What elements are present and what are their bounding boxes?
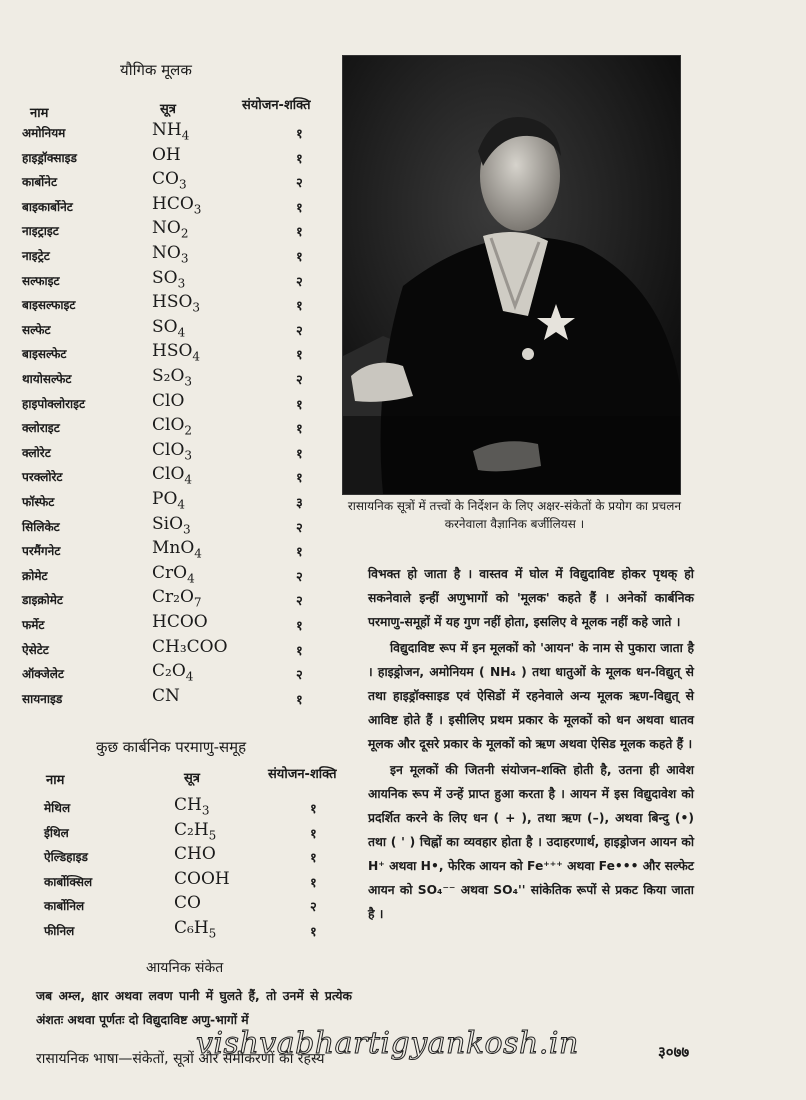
radical-name: बाइकार्बोनेट [22,199,73,214]
formula-main: CH [174,795,202,815]
radical-name: कार्बोक्सिल [44,874,93,889]
radical-formula [152,637,228,657]
radical-formula [152,317,185,339]
radical-name: ऐल्डिहाइड [44,850,88,864]
radical-formula [152,440,192,462]
formula-main: C₂H [174,819,209,840]
table2-header-name: नाम [46,773,65,788]
table2-header-valency: संयोजन-शक्ति [268,767,337,782]
left-paragraph: जब अम्ल, क्षार अथवा लवण पानी में घुलते हैं, तो उनमें से प्रत्येक अंशतः अथवा पूर्णतः दो विद्युदाविष्ट अणु-भागों में [36,989,352,1027]
radical-formula [152,218,188,240]
radical-valency: २ [296,274,303,290]
formula-main: ClO [152,464,185,485]
formula-main: ClO [152,439,185,460]
radical-name: थायोसल्फेट [22,372,72,386]
radical-valency: २ [296,668,303,684]
formula-subscript: 4 [184,472,193,487]
table1-header-valency: संयोजन-शक्ति [242,98,311,113]
formula-subscript: 5 [208,827,217,842]
radical-valency: २ [310,900,317,915]
formula-subscript: 4 [194,546,202,561]
radical-formula [152,661,193,683]
radical-formula [174,820,216,842]
radical-formula [152,145,181,165]
radical-formula [152,612,208,632]
radical-valency: १ [296,471,303,487]
table1-header-name: नाम [30,106,49,121]
formula-main: COOH [174,868,230,889]
formula-subscript: 3 [193,202,202,217]
radical-formula [152,194,201,216]
formula-main: SiO [152,513,184,534]
radical-name: क्लोराइट [22,421,60,436]
formula-main: OH [152,144,181,165]
formula-subscript: 3 [184,448,193,463]
radical-valency: १ [296,545,303,561]
radical-valency: १ [296,250,303,265]
radical-formula [152,489,185,511]
radical-name: हाइड्रॉक्साइड [22,150,77,165]
formula-subscript: 3 [192,300,201,315]
paragraph-1: विभक्त हो जाता है । वास्तव में घोल में विद्युदाविष्ट होकर पृथक् हो सकनेवाले इन्हीं अणुभागों को 'मूलक' कहते हैं । अनेकों कार्बनिक परमाणु-समूहों में यह गुण नहीं होता, इसलिए वे मूलक नहीं कहे जाते । [368,567,694,629]
formula-main: C₂O [152,661,186,682]
formula-main: SO [152,267,178,288]
radical-name: डाइक्रोमेट [22,593,63,608]
radical-name: सल्फेट [22,322,51,337]
radical-valency: १ [310,826,317,842]
formula-main: MnO [152,538,195,559]
formula-subscript: 4 [177,497,186,512]
radical-name: सिलिकेट [22,519,60,534]
radical-name: ऐसेटेट [22,642,49,657]
radical-name: परक्लोरेट [22,470,63,485]
table2-header-formula: सूत्र [184,771,200,786]
radical-name: सल्फाइट [22,273,60,288]
table1-title: यौगिक मूलक [120,61,192,79]
running-footer: रासायनिक भाषा—संकेतों, सूत्रों और समीकरणों का रहस्य [36,1051,325,1067]
radical-formula [152,292,200,314]
radical-formula [152,120,189,142]
formula-main: PO [152,489,178,509]
formula-main: CH₃COO [152,636,228,657]
formula-subscript: 3 [180,251,189,266]
formula-subscript: 3 [201,803,210,818]
radical-valency: २ [296,176,303,192]
radical-formula [152,415,192,437]
radical-valency: १ [296,422,303,438]
watermark: vishvabhartigyankosh.in [196,1026,579,1061]
radical-name: कार्बोनिल [44,899,85,913]
formula-main: NO [152,243,181,263]
radical-formula [152,268,185,290]
radical-valency: १ [296,348,303,364]
radical-name: फर्मेट [22,618,45,632]
radical-name: बाइसल्फाइट [22,298,76,313]
radical-formula [152,686,180,706]
radical-name: क्लोरेट [22,445,51,460]
radical-valency: १ [296,692,303,708]
radical-valency: १ [310,875,317,891]
radical-name: नाइट्रेट [22,249,50,263]
radical-formula [152,514,191,536]
radical-valency: २ [296,323,303,339]
radical-valency: १ [296,299,303,315]
radical-name: क्रोमेट [22,568,48,583]
radical-valency: १ [310,924,317,940]
formula-subscript: 3 [178,177,187,192]
radical-valency: १ [296,225,303,241]
formula-main: NO [152,218,181,239]
radical-formula [152,563,195,585]
formula-main: NH [152,120,182,140]
radical-valency: १ [310,802,317,817]
radical-valency: २ [296,594,303,610]
radical-formula [152,464,192,486]
radical-name: फीनिल [44,923,75,938]
radical-formula [152,366,192,388]
radical-formula [174,893,201,913]
formula-main: Cr₂O [152,587,194,608]
radical-name: हाइपोक्लोराइट [22,396,86,411]
radical-valency: ३ [296,496,303,511]
radical-formula [174,795,209,817]
formula-main: CrO [152,562,188,583]
formula-main: CHO [174,844,216,864]
formula-subscript: 7 [193,595,202,610]
radical-name: कार्बोनेट [22,175,57,190]
radical-formula [174,918,216,940]
radical-valency: १ [296,643,303,659]
formula-subscript: 4 [177,325,186,340]
paragraph-3: इन मूलकों की जितनी संयोजन-शक्ति होती है, उतना ही आवेश आयनिक रूप में उन्हें प्राप्त हुआ करता है । आयन में इस विद्युदावेश को प्रदर्शित करने के लिए धन ( + ), तथा ऋण (–), अथवा बिन्दु (•) तथा ( ' ) चिह्नों का व्यवहार होता है । उदाहरणार्थ, हाइड्रोजन आयन को H⁺ अथवा H•, फेरिक आयन को Fe⁺⁺⁺ अथवा Fe••• और सल्फेट आयन को SO₄⁻⁻ अथवा SO₄'' सांकेतिक रूपों से प्रकट किया जाता है । [368,763,694,921]
formula-main: ClO [152,390,185,411]
formula-main: S₂O [152,366,185,386]
formula-main: HSO [152,292,193,313]
formula-main: SO [152,316,178,337]
radical-valency: १ [296,127,303,142]
formula-main: CO [152,169,179,190]
radical-formula [174,844,216,864]
portrait-berzelius [342,55,681,495]
radical-valency: १ [296,397,303,413]
formula-subscript: 4 [185,669,194,684]
radical-formula [152,169,187,191]
radical-name: ऑक्जेलेट [22,667,64,682]
radical-name: परमैंगनेट [22,544,61,559]
table1-header-formula: सूत्र [160,102,176,117]
radical-formula [174,869,230,889]
formula-subscript: 4 [187,571,195,586]
page-number: ३०७७ [658,1043,690,1061]
radical-valency: १ [310,851,317,866]
formula-main: CO [174,893,201,913]
radical-name: सायनाइड [22,691,63,706]
portrait-caption: रासायनिक सूत्रों में तत्त्वों के निर्देशन के लिए अक्षर-संकेतों के प्रयोग का प्रचलन करनेवाला वैज्ञानिक बर्जीलियस । [347,499,682,531]
radical-formula [152,341,200,363]
paragraph-2: विद्युदाविष्ट रूप में इन मूलकों को 'आयन' के नाम से पुकारा जाता है । हाइड्रोजन, अमोनियम ( NH₄ ) तथा धातुओं के मूलक धन-विद्युत् से तथा हाइड्रॉक्साइड एवं ऐसिडों में रहनेवाले अन्य मूलक ऋण-विद्युत् से आविष्ट होते हैं । इसीलिए प्रथम प्रकार के मूलकों को धन अथवा धातव मूलक और दूसरे प्रकार के मूलकों को ऋण अथवा ऐसिड मूलक कहते हैं । [368,641,694,751]
formula-main: C₆H [174,917,209,938]
radical-valency: १ [296,151,303,167]
formula-subscript: 2 [180,226,189,241]
formula-subscript: 3 [183,521,191,536]
formula-subscript: 4 [192,349,201,364]
radical-valency: २ [296,520,303,536]
formula-subscript: 3 [177,275,186,290]
formula-subscript: 4 [181,128,190,143]
table2-title: कुछ कार्बनिक परमाणु-समूह [96,738,247,756]
formula-main: ClO [152,415,185,436]
right-column [368,562,694,926]
radical-formula [152,587,202,609]
radical-valency: १ [296,200,303,216]
formula-main: CN [152,685,180,706]
medal-cross-icon [522,348,534,360]
formula-main: HCOO [152,612,208,632]
radical-valency: २ [296,569,303,585]
radical-formula [152,538,202,560]
radical-valency: १ [296,619,303,634]
radical-formula [152,243,188,265]
radical-name: मेथिल [44,801,71,815]
radical-name: नाइट्राइट [22,224,59,239]
formula-subscript: 5 [208,925,217,940]
formula-main: HSO [152,341,193,362]
portrait-image [343,56,680,494]
radical-name: ईथिल [44,825,69,840]
formula-main: HCO [152,193,194,214]
radical-name: अमोनियम [22,126,66,140]
radical-valency: २ [296,373,303,388]
radical-name: फॉस्फेट [22,495,55,509]
radical-name: बाइसल्फेट [22,347,67,362]
radical-valency: १ [296,446,303,462]
ionic-heading: आयनिक संकेत [146,960,224,976]
formula-subscript: 3 [184,374,193,389]
formula-subscript: 2 [184,423,193,438]
radical-formula [152,391,184,411]
